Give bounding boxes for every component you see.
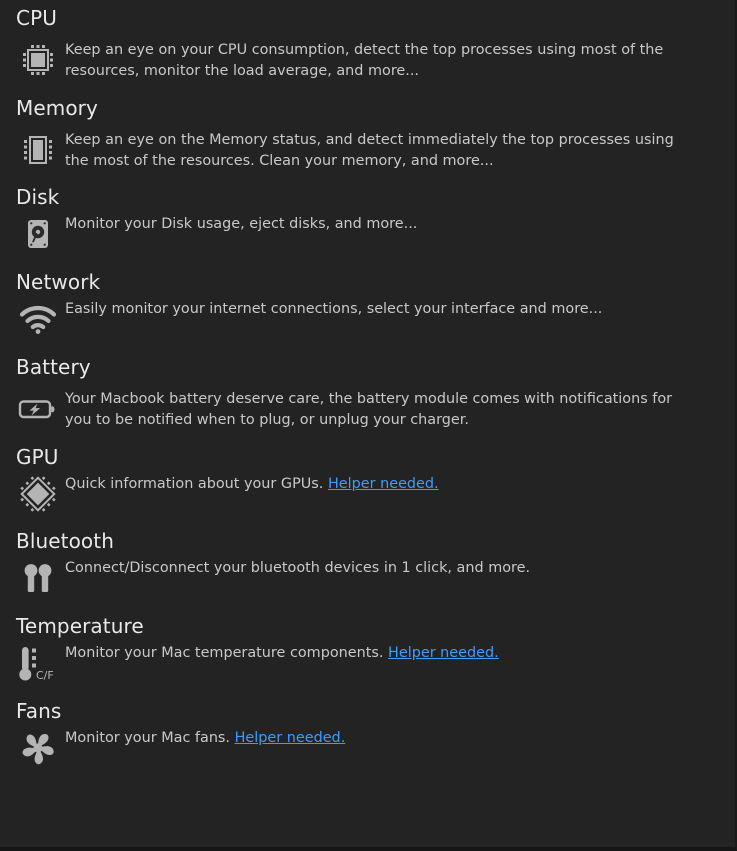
module-body-temperature: [0, 641, 735, 685]
module-gpu: [0, 431, 735, 516]
module-description-cpu: Keep an eye on your CPU consumption, detect the top processes using most of the resources, monitor the load average, and more...: [65, 42, 664, 79]
module-body-bluetooth: [0, 556, 735, 600]
module-description-gpu: [65, 472, 439, 495]
module-bluetooth: [0, 516, 735, 600]
module-fans: [0, 685, 735, 770]
module-title-disk: Disk: [16, 185, 60, 209]
module-title-memory: Memory: [16, 96, 98, 120]
battery-charging-icon: [16, 387, 60, 431]
helper-needed-link-temperature[interactable]: Helper needed.: [388, 645, 499, 661]
helper-needed-link-fans[interactable]: Helper needed.: [234, 730, 346, 746]
module-body-gpu: [0, 472, 735, 516]
gpu-diamond-chip-icon: [16, 472, 60, 516]
fan-icon: [16, 726, 60, 770]
fans-desc-text: Monitor your Mac fans.: [65, 730, 235, 746]
module-description-temperature: [65, 641, 499, 664]
module-body-fans: [0, 726, 735, 770]
module-description-battery: Your Macbook battery deserve care, the battery module comes with notifications for you to be notified when to plug, or unplug your charger.: [65, 391, 673, 428]
module-title-fans: Fans: [16, 699, 62, 723]
module-description-bluetooth: Connect/Disconnect your bluetooth devices in 1 click, and more.: [65, 560, 531, 576]
airpods-icon: [16, 556, 60, 600]
module-description-memory: Keep an eye on the Memory status, and detect immediately the top processes using the most of the resources. Clean your memory, and more...: [65, 132, 674, 169]
module-body-battery: [0, 387, 735, 431]
module-title-temperature: Temperature: [16, 614, 144, 638]
module-description-disk: Monitor your Disk usage, eject disks, and more...: [65, 216, 418, 232]
module-title-battery: Battery: [16, 355, 91, 379]
module-title-bluetooth: Bluetooth: [16, 529, 114, 553]
temperature-desc-text: Monitor your Mac temperature components.: [65, 645, 389, 661]
module-body-cpu: [0, 38, 735, 82]
module-temperature: [0, 600, 735, 685]
hard-disk-icon: [16, 212, 60, 256]
module-body-memory: [0, 128, 735, 172]
memory-ram-icon: [16, 128, 60, 172]
cpu-chip-icon: [16, 38, 60, 82]
module-network: [0, 256, 735, 341]
wifi-icon: [16, 297, 60, 341]
helper-needed-link-gpu[interactable]: Helper needed.: [327, 476, 439, 492]
module-battery: [0, 341, 735, 431]
module-cpu: [0, 0, 735, 82]
module-body-disk: [0, 212, 735, 256]
gpu-desc-text: Quick information about your GPUs.: [65, 476, 328, 492]
module-memory: [0, 82, 735, 172]
module-disk: [0, 172, 735, 256]
module-body-network: [0, 297, 735, 341]
module-title-network: Network: [16, 270, 101, 294]
module-title-gpu: GPU: [16, 445, 59, 469]
module-title-cpu: CPU: [16, 6, 57, 30]
module-description-network: Easily monitor your internet connections, select your interface and more...: [65, 301, 603, 317]
temperature-unit-label: C/F: [36, 669, 54, 682]
temperature-icon-group: [16, 641, 65, 685]
module-description-fans: [65, 726, 345, 749]
